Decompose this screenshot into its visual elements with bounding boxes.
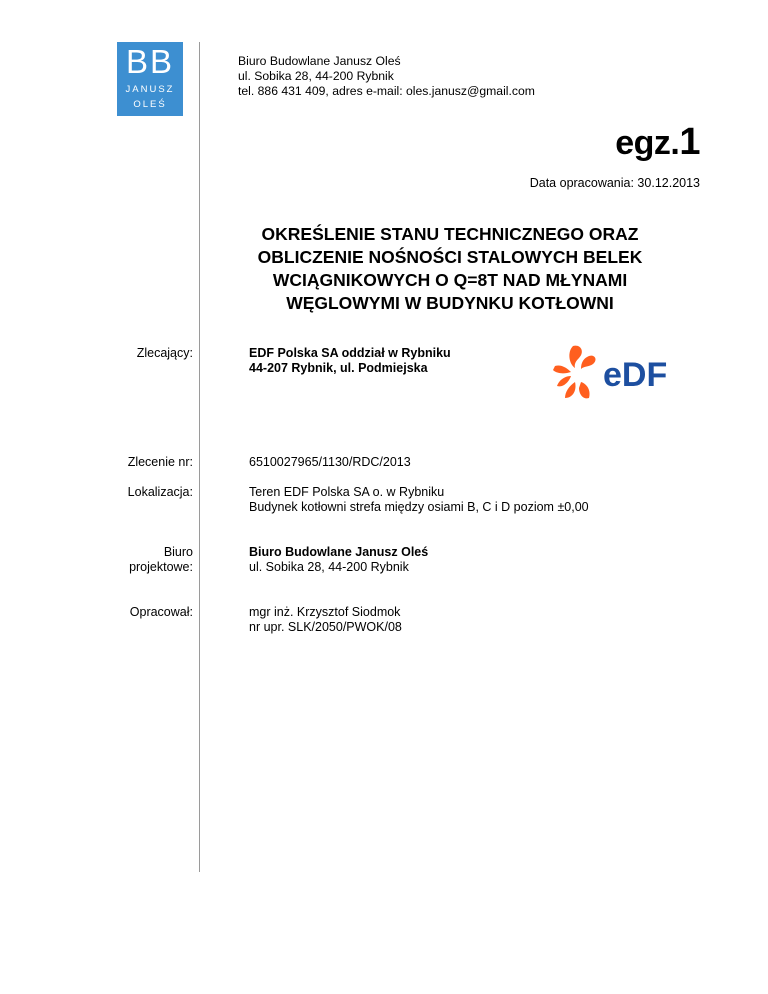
office-label-line-1: Biuro	[163, 545, 193, 559]
client-details	[249, 346, 451, 376]
edf-logo	[551, 342, 703, 404]
logo-letters: BB	[125, 43, 175, 80]
office-details	[249, 545, 428, 575]
title-line-1: OKREŚLENIE STANU TECHNICZNEGO ORAZ	[261, 224, 639, 244]
author-label: Opracował:	[129, 605, 193, 619]
logo-line-2: OLEŚ	[133, 99, 167, 110]
author-license: nr upr. SLK/2050/PWOK/08	[249, 620, 402, 634]
client-name: EDF Polska SA oddział w Rybniku	[249, 346, 451, 360]
location-line-1: Teren EDF Polska SA o. w Rybniku	[249, 485, 445, 499]
order-number: 6510027965/1130/RDC/2013	[249, 455, 411, 469]
company-address: ul. Sobika 28, 44-200 Rybnik	[238, 69, 394, 83]
company-contact: tel. 886 431 409, adres e-mail: oles.janusz@gmail.com	[238, 84, 535, 98]
author-name: mgr inż. Krzysztof Siodmok	[249, 605, 401, 619]
order-label: Zlecenie nr:	[127, 455, 193, 469]
location-details	[249, 485, 589, 515]
title-line-2: OBLICZENIE NOŚNOŚCI STALOWYCH BELEK	[257, 247, 643, 267]
company-header	[238, 54, 535, 99]
vertical-divider	[199, 42, 200, 872]
author-details	[249, 605, 402, 635]
edf-logo-text: eDF	[603, 356, 668, 394]
client-label: Zlecający:	[136, 346, 193, 360]
company-logo	[117, 42, 183, 116]
copy-number	[615, 121, 700, 164]
document-title	[200, 223, 700, 315]
location-label: Lokalizacja:	[127, 485, 193, 499]
copy-prefix: egz.	[615, 124, 680, 162]
title-line-3: WCIĄGNIKOWYCH O Q=8T NAD MŁYNAMI	[272, 270, 628, 290]
office-address: ul. Sobika 28, 44-200 Rybnik	[249, 560, 409, 574]
client-address: 44-207 Rybnik, ul. Podmiejska	[249, 361, 428, 375]
edf-flower-icon	[553, 346, 596, 399]
office-label	[129, 545, 193, 575]
company-name: Biuro Budowlane Janusz Oleś	[238, 54, 401, 68]
copy-digit: 1	[679, 121, 700, 163]
office-name: Biuro Budowlane Janusz Oleś	[249, 545, 429, 559]
logo-line-1: JANUSZ	[125, 84, 175, 95]
location-line-2: Budynek kotłowni strefa między osiami B, C i D poziom ±0,00	[249, 500, 589, 514]
title-line-4: WĘGLOWYMI W BUDYNKU KOTŁOWNI	[286, 293, 614, 313]
preparation-date: Data opracowania: 30.12.2013	[529, 176, 700, 190]
office-label-line-2: projektowe:	[129, 560, 193, 574]
